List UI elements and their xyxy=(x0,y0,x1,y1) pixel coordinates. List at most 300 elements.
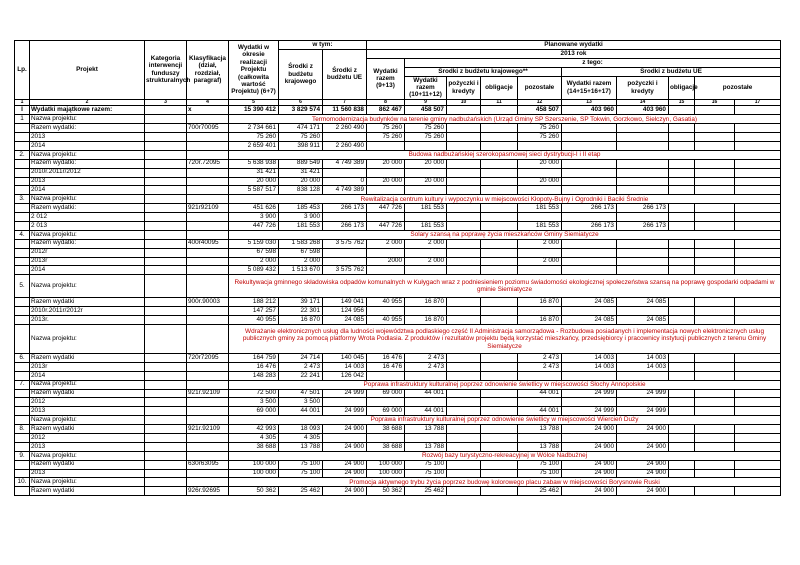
value-cell: 188 212 xyxy=(229,298,279,307)
value-cell: 72 500 xyxy=(229,389,279,398)
project-name-row xyxy=(15,150,781,159)
value-cell: 75 260 xyxy=(405,124,447,133)
column-number: 12 xyxy=(518,99,562,106)
row-label: 2010r.2011r/2012 xyxy=(30,168,145,177)
value-cell xyxy=(405,307,447,316)
value-cell: 42 993 xyxy=(229,425,279,434)
value-cell: 38 688 xyxy=(229,442,279,451)
classification-cell: 630r63095 xyxy=(187,460,229,469)
header-klasyfikacja: Klasyfikacja (dział, rozdział, paragraf) xyxy=(187,41,229,100)
empty-cell xyxy=(145,150,187,159)
row-number xyxy=(15,248,30,257)
value-cell xyxy=(735,434,781,443)
column-number: 7 xyxy=(323,99,367,106)
value-cell xyxy=(145,177,187,186)
value-cell xyxy=(323,213,367,222)
value-cell: 2 000 xyxy=(518,257,562,266)
budget-table-container xyxy=(14,40,781,496)
row-number xyxy=(15,204,30,213)
value-cell xyxy=(735,124,781,133)
value-cell: 39 171 xyxy=(279,298,323,307)
value-cell xyxy=(323,398,367,407)
value-cell xyxy=(145,266,187,275)
value-cell xyxy=(695,124,735,133)
value-cell xyxy=(695,298,735,307)
value-cell xyxy=(145,213,187,222)
value-cell: 38 688 xyxy=(367,442,405,451)
data-row xyxy=(15,186,781,195)
row-number: 1 xyxy=(15,115,30,124)
project-name-label: Nazwa projektu: xyxy=(30,324,145,353)
classification-cell xyxy=(187,307,229,316)
classification-cell xyxy=(187,186,229,195)
value-cell: 149 041 xyxy=(323,298,367,307)
value-cell xyxy=(735,266,781,275)
value-cell xyxy=(518,186,562,195)
value-cell xyxy=(323,257,367,266)
value-cell xyxy=(617,177,669,186)
row-number: 3. xyxy=(15,195,30,204)
value-cell xyxy=(367,398,405,407)
value-cell xyxy=(405,398,447,407)
project-name-label: Nazwa projektu: xyxy=(30,150,145,159)
classification-cell xyxy=(187,434,229,443)
value-cell xyxy=(323,168,367,177)
value-cell xyxy=(481,469,518,478)
value-cell xyxy=(481,186,518,195)
row-number xyxy=(15,213,30,222)
value-cell xyxy=(145,106,187,115)
data-row xyxy=(15,266,781,275)
value-cell: 11 560 838 xyxy=(323,106,367,115)
value-cell: 40 955 xyxy=(229,316,279,325)
value-cell xyxy=(669,487,695,496)
value-cell xyxy=(481,371,518,380)
value-cell xyxy=(405,213,447,222)
project-name-label: Nazwa projektu: xyxy=(30,478,145,487)
value-cell xyxy=(735,204,781,213)
row-label: 2013 xyxy=(30,407,145,416)
value-cell: 69 000 xyxy=(367,389,405,398)
value-cell xyxy=(669,213,695,222)
row-number: 10. xyxy=(15,478,30,487)
row-number xyxy=(15,266,30,275)
classification-cell xyxy=(187,248,229,257)
header-wydatki-razem-10: Wydatki razem (10+11+12) xyxy=(405,76,447,99)
value-cell xyxy=(481,442,518,451)
value-cell xyxy=(481,266,518,275)
project-name-row xyxy=(15,275,781,298)
row-label: 2013r. xyxy=(30,316,145,325)
value-cell: 24 900 xyxy=(323,425,367,434)
value-cell xyxy=(405,248,447,257)
project-name-label: Nazwa projektu: xyxy=(30,451,145,460)
value-cell xyxy=(447,239,481,248)
value-cell: 5 159 030 xyxy=(229,239,279,248)
value-cell xyxy=(518,213,562,222)
row-number xyxy=(15,389,30,398)
empty-cell xyxy=(145,195,187,204)
data-row xyxy=(15,133,781,142)
value-cell xyxy=(447,425,481,434)
value-cell xyxy=(669,389,695,398)
value-cell: 266 173 xyxy=(617,204,669,213)
value-cell: 140 045 xyxy=(323,353,367,362)
value-cell: 20 000 xyxy=(229,177,279,186)
value-cell xyxy=(481,133,518,142)
value-cell: 2 473 xyxy=(405,353,447,362)
value-cell xyxy=(562,398,617,407)
value-cell xyxy=(145,307,187,316)
value-cell: 451 626 xyxy=(229,204,279,213)
classification-cell: 400r40095 xyxy=(187,239,229,248)
value-cell xyxy=(562,124,617,133)
value-cell xyxy=(562,239,617,248)
column-number: 13 xyxy=(562,99,617,106)
value-cell: 24 900 xyxy=(617,469,669,478)
column-number: 8 xyxy=(367,99,405,106)
data-row xyxy=(15,389,781,398)
value-cell xyxy=(481,257,518,266)
value-cell xyxy=(481,316,518,325)
value-cell: 2 260 490 xyxy=(323,141,367,150)
row-label: 2013r xyxy=(30,362,145,371)
value-cell xyxy=(695,398,735,407)
value-cell xyxy=(695,316,735,325)
value-cell: 24 900 xyxy=(562,460,617,469)
value-cell: 403 960 xyxy=(617,106,669,115)
value-cell: 126 042 xyxy=(323,371,367,380)
value-cell xyxy=(562,186,617,195)
row-label: 2010r.2011r/2012r xyxy=(30,307,145,316)
data-row xyxy=(15,257,781,266)
value-cell: 20 000 xyxy=(405,177,447,186)
value-cell xyxy=(562,307,617,316)
value-cell: 838 128 xyxy=(279,186,323,195)
value-cell xyxy=(447,362,481,371)
classification-cell xyxy=(187,221,229,230)
row-number xyxy=(15,221,30,230)
value-cell xyxy=(447,398,481,407)
header-obligacje-2: obligacje xyxy=(669,76,695,99)
empty-cell xyxy=(145,451,187,460)
value-cell xyxy=(735,425,781,434)
value-cell xyxy=(481,434,518,443)
classification-cell: 926r.92695 xyxy=(187,487,229,496)
value-cell: 18 093 xyxy=(279,425,323,434)
value-cell xyxy=(669,316,695,325)
value-cell xyxy=(518,248,562,257)
value-cell: 44 001 xyxy=(518,389,562,398)
value-cell: 447 726 xyxy=(367,221,405,230)
value-cell xyxy=(481,398,518,407)
value-cell xyxy=(145,124,187,133)
value-cell xyxy=(367,213,405,222)
value-cell: 50 362 xyxy=(229,487,279,496)
value-cell xyxy=(145,469,187,478)
value-cell xyxy=(669,469,695,478)
row-label: Razem wydatki xyxy=(30,425,145,434)
classification-cell xyxy=(187,371,229,380)
empty-cell xyxy=(187,115,229,124)
value-cell: 4 749 389 xyxy=(323,159,367,168)
value-cell xyxy=(735,168,781,177)
value-cell xyxy=(695,159,735,168)
value-cell xyxy=(481,353,518,362)
row-label: Razem wydatki: xyxy=(30,204,145,213)
value-cell xyxy=(669,168,695,177)
data-row xyxy=(15,442,781,451)
header-z-tego: z tego: xyxy=(405,58,781,67)
value-cell xyxy=(669,124,695,133)
value-cell: 24 900 xyxy=(562,487,617,496)
value-cell: 2000 xyxy=(367,257,405,266)
value-cell: 75 100 xyxy=(518,469,562,478)
value-cell: 69 000 xyxy=(367,407,405,416)
project-name-row xyxy=(15,451,781,460)
value-cell xyxy=(617,257,669,266)
classification-cell xyxy=(187,168,229,177)
value-cell xyxy=(367,266,405,275)
project-name-row xyxy=(15,230,781,239)
project-name-label: Nazwa projektu: xyxy=(30,416,145,425)
row-label: Razem wydatki xyxy=(30,389,145,398)
data-row xyxy=(15,316,781,325)
value-cell xyxy=(145,371,187,380)
row-label: 2014 xyxy=(30,141,145,150)
value-cell: 2 659 401 xyxy=(229,141,279,150)
value-cell: 16 870 xyxy=(518,316,562,325)
value-cell xyxy=(367,371,405,380)
value-cell xyxy=(447,106,481,115)
value-cell xyxy=(735,248,781,257)
value-cell xyxy=(735,133,781,142)
value-cell: 181 553 xyxy=(279,221,323,230)
value-cell xyxy=(617,307,669,316)
value-cell: 22 241 xyxy=(279,371,323,380)
value-cell xyxy=(695,186,735,195)
column-number: 2 xyxy=(30,99,145,106)
empty-cell xyxy=(187,150,229,159)
value-cell xyxy=(735,469,781,478)
header-wydatki-razem-14: Wydatki razem (14+15+16+17) xyxy=(562,76,617,99)
value-cell: 447 726 xyxy=(229,221,279,230)
value-cell xyxy=(669,353,695,362)
value-cell: 13 788 xyxy=(405,442,447,451)
row-number xyxy=(15,371,30,380)
data-row xyxy=(15,425,781,434)
value-cell: 266 173 xyxy=(562,204,617,213)
value-cell xyxy=(669,371,695,380)
row-number xyxy=(15,416,30,425)
value-cell: 16 476 xyxy=(367,353,405,362)
value-cell: 266 173 xyxy=(617,221,669,230)
value-cell xyxy=(617,186,669,195)
project-name-label: Nazwa projektu: xyxy=(30,230,145,239)
empty-cell xyxy=(187,275,229,298)
header-sr-ue: Środki z budżetu UE xyxy=(562,67,781,76)
row-number: 4. xyxy=(15,230,30,239)
data-row xyxy=(15,177,781,186)
classification-cell: 700r70095 xyxy=(187,124,229,133)
value-cell xyxy=(145,248,187,257)
value-cell xyxy=(669,398,695,407)
value-cell xyxy=(695,257,735,266)
value-cell xyxy=(669,133,695,142)
header-obligacje: obligacje xyxy=(481,76,518,99)
row-number xyxy=(15,133,30,142)
value-cell: 75 260 xyxy=(367,133,405,142)
value-cell xyxy=(518,434,562,443)
value-cell: 3 575 762 xyxy=(323,266,367,275)
value-cell: 24 900 xyxy=(617,487,669,496)
row-label: Razem wydatki xyxy=(30,353,145,362)
data-row xyxy=(15,469,781,478)
budget-table xyxy=(14,40,781,496)
value-cell xyxy=(145,442,187,451)
value-cell xyxy=(735,257,781,266)
value-cell: 0 xyxy=(323,177,367,186)
value-cell xyxy=(695,371,735,380)
value-cell xyxy=(617,159,669,168)
value-cell: 24 900 xyxy=(617,460,669,469)
value-cell: 75 100 xyxy=(279,469,323,478)
value-cell xyxy=(447,407,481,416)
value-cell: 50 362 xyxy=(367,487,405,496)
project-name-row xyxy=(15,478,781,487)
value-cell xyxy=(669,159,695,168)
value-cell xyxy=(145,186,187,195)
data-row xyxy=(15,307,781,316)
row-number: 7. xyxy=(15,380,30,389)
value-cell: 147 257 xyxy=(229,307,279,316)
classification-cell xyxy=(187,177,229,186)
value-cell: 3 500 xyxy=(279,398,323,407)
value-cell xyxy=(145,204,187,213)
value-cell: 14 003 xyxy=(617,362,669,371)
value-cell xyxy=(145,434,187,443)
value-cell: 67 598 xyxy=(279,248,323,257)
value-cell xyxy=(447,124,481,133)
value-cell xyxy=(447,186,481,195)
value-cell xyxy=(562,168,617,177)
header-planowane: Planowane wydatki xyxy=(367,41,781,50)
value-cell xyxy=(481,307,518,316)
header-rok: 2013 rok xyxy=(367,49,781,58)
value-cell xyxy=(669,221,695,230)
value-cell xyxy=(617,141,669,150)
value-cell xyxy=(735,371,781,380)
value-cell xyxy=(447,460,481,469)
row-number: 6. xyxy=(15,353,30,362)
header-lp: Lp. xyxy=(15,41,30,100)
value-cell xyxy=(145,159,187,168)
value-cell: 14 003 xyxy=(562,362,617,371)
row-label: 2 012 xyxy=(30,213,145,222)
project-description: Budowa nadbużańskiej szerokopasmowej sieci dystrybucji-I i II etap xyxy=(229,150,781,159)
column-number: 3 xyxy=(145,99,187,106)
data-row xyxy=(15,248,781,257)
value-cell: 2 260 490 xyxy=(323,124,367,133)
empty-cell xyxy=(187,451,229,460)
value-cell: 889 549 xyxy=(279,159,323,168)
value-cell xyxy=(695,213,735,222)
value-cell: 47 501 xyxy=(279,389,323,398)
value-cell: 75 100 xyxy=(405,469,447,478)
value-cell: 5 089 432 xyxy=(229,266,279,275)
value-cell: 20 000 xyxy=(405,159,447,168)
value-cell xyxy=(735,389,781,398)
row-number xyxy=(15,316,30,325)
value-cell: 38 688 xyxy=(367,425,405,434)
data-row xyxy=(15,298,781,307)
row-label: Razem wydatki xyxy=(30,487,145,496)
data-row xyxy=(15,398,781,407)
value-cell: 398 911 xyxy=(279,141,323,150)
column-number: 11 xyxy=(481,99,518,106)
value-cell: 14 003 xyxy=(617,353,669,362)
value-cell: 75 100 xyxy=(405,460,447,469)
value-cell xyxy=(145,362,187,371)
value-cell: 266 173 xyxy=(323,204,367,213)
value-cell: 3 900 xyxy=(229,213,279,222)
value-cell xyxy=(562,159,617,168)
value-cell: 185 453 xyxy=(279,204,323,213)
column-number: 16 xyxy=(695,99,735,106)
value-cell xyxy=(481,248,518,257)
project-description: Rozwój bazy turystyczno-rekreacyjnej w Wólce Nadbużnej xyxy=(229,451,781,460)
column-number-row xyxy=(15,99,781,106)
column-number: 10 xyxy=(447,99,481,106)
row-label: 2013 xyxy=(30,469,145,478)
value-cell: 13 788 xyxy=(279,442,323,451)
empty-cell xyxy=(145,275,187,298)
value-cell xyxy=(735,460,781,469)
value-cell xyxy=(323,248,367,257)
value-cell: 181 553 xyxy=(405,221,447,230)
row-label: 2012r xyxy=(30,248,145,257)
header-pozostale-2: pozostałe xyxy=(695,76,781,99)
value-cell xyxy=(145,221,187,230)
value-cell xyxy=(735,442,781,451)
classification-cell xyxy=(187,213,229,222)
value-cell xyxy=(481,221,518,230)
value-cell: 862 467 xyxy=(367,106,405,115)
project-description: Rewitalizacja centrum kultury i wypoczynku w miejscowości Kłopoty-Bujny i Ogrodniki i Baciki Średnie xyxy=(229,195,781,204)
row-number xyxy=(15,168,30,177)
value-cell: 24 900 xyxy=(617,425,669,434)
row-number xyxy=(15,407,30,416)
value-cell xyxy=(735,177,781,186)
row-number xyxy=(15,398,30,407)
value-cell xyxy=(145,398,187,407)
project-description: Poprawa infrastruktury kulturalnej poprzez odnowienie świetlicy w miejscowości Wiercień Duży xyxy=(229,416,781,425)
header-pozyczki: pożyczki i kredyty xyxy=(447,76,481,99)
row-label: Razem wydatki: xyxy=(30,159,145,168)
classification-cell xyxy=(187,362,229,371)
value-cell: 24 900 xyxy=(323,442,367,451)
value-cell: 2 473 xyxy=(405,362,447,371)
value-cell: 15 390 412 xyxy=(229,106,279,115)
value-cell xyxy=(367,307,405,316)
value-cell: 148 283 xyxy=(229,371,279,380)
empty-cell xyxy=(145,230,187,239)
value-cell xyxy=(481,298,518,307)
value-cell xyxy=(669,177,695,186)
row-number xyxy=(15,460,30,469)
value-cell xyxy=(447,204,481,213)
value-cell xyxy=(735,407,781,416)
